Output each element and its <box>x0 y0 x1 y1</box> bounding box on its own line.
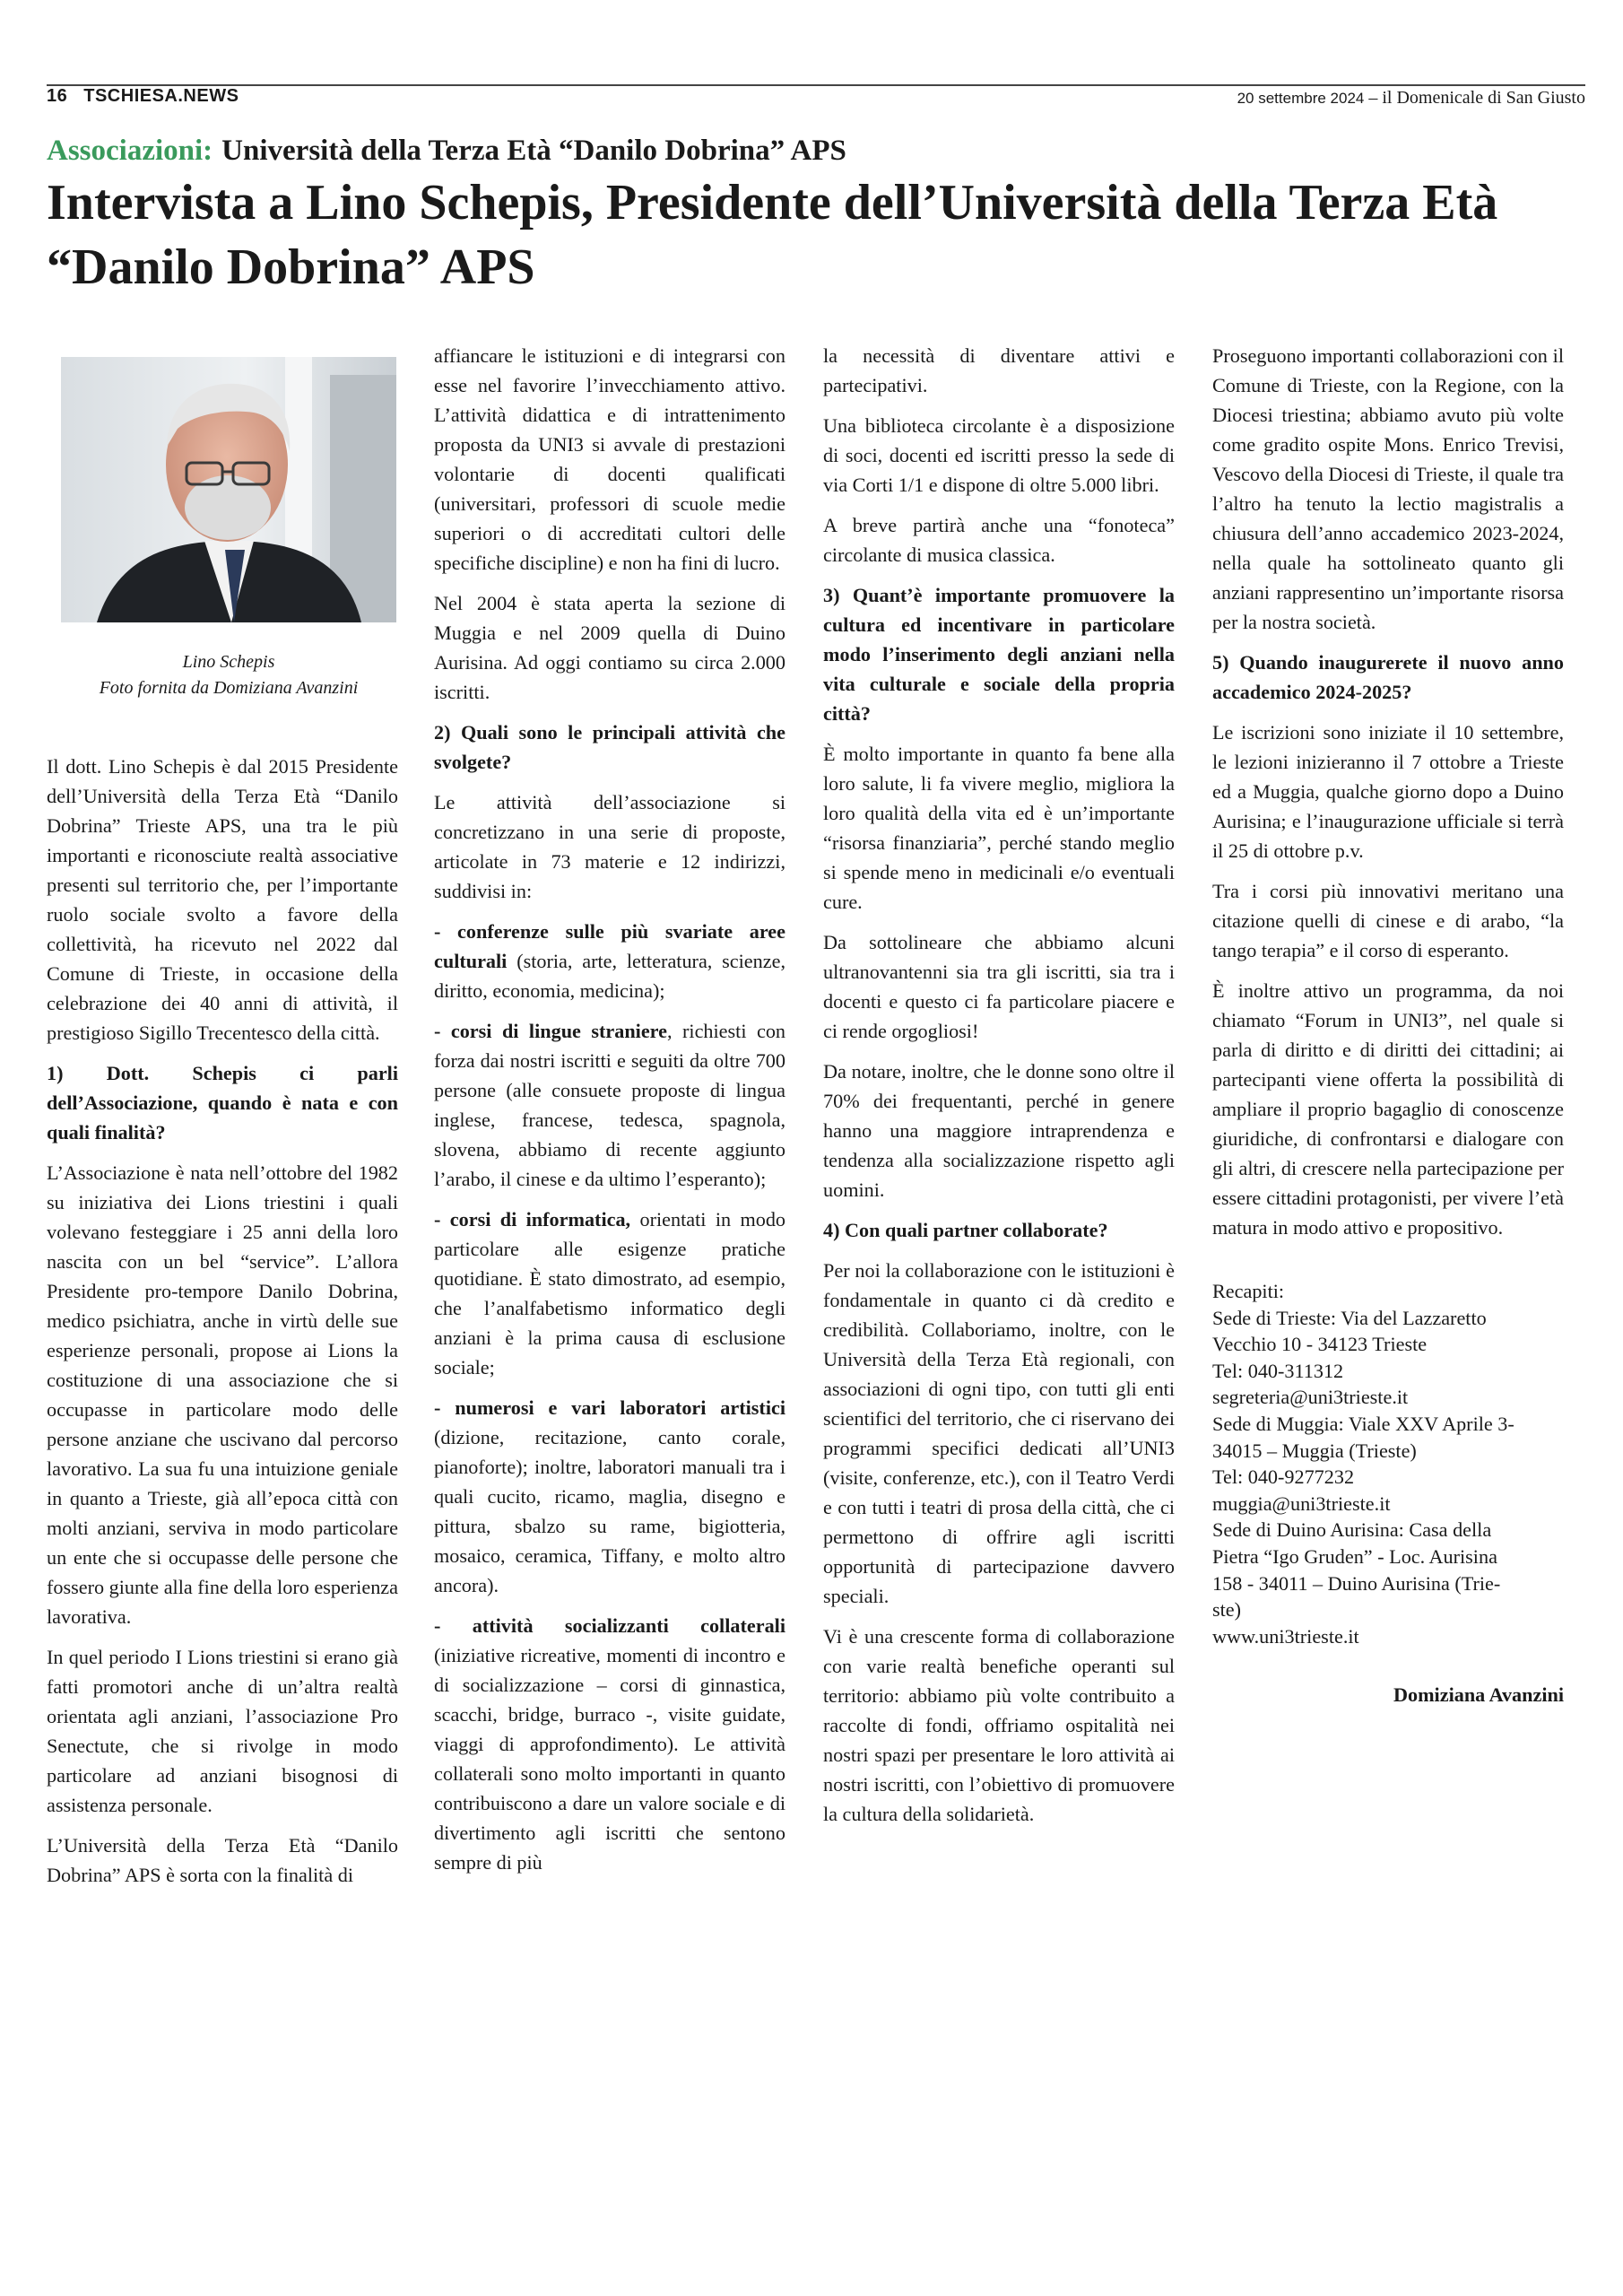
answer-2-paragraph: Una biblioteca circolante è a disposizione di soci, docenti ed iscritti presso la sede di via Corti 1/1 e dispone di oltre 5.000 libri. <box>823 414 1175 496</box>
answer-1-paragraph: In quel periodo I Lions triestini si erano già fatti promotori anche di un’altra realtà orientata agli anziani, l’associazione Pro Senectute, che si rivolge in modo particolare ad anziani bisognosi di assistenza personale. <box>47 1646 398 1816</box>
site-name: TSCHIESA.NEWS <box>83 86 239 106</box>
caption-name: Lino Schepis <box>182 652 275 672</box>
contact-heading: Recapiti: <box>1212 1280 1285 1302</box>
answer-4-paragraph: Vi è una crescente forma di collaborazione con varie realtà benefiche operanti sul territorio: abbiamo più volte contribuito a raccolte di fondi, offriamo ospitalità nei nostri spazi per presentare le loro attività ai nostri iscritti, con l’obiettivo di promuovere la cultura della solidarietà. <box>823 1625 1175 1825</box>
portrait-image <box>61 357 396 622</box>
column-1 <box>47 752 398 1900</box>
activity-item <box>434 1611 785 1877</box>
activity-text: (iniziative ricreative, momenti di incontro e di socializzazione – corsi di ginnastica, scacchi, bridge, burraco -, visite guidate, viaggi di approfondimento). Le attività collaterali sono molto importanti in quanto contribuiscono a dare un valore sociale e di divertimento agli iscritti che sentono sempre di più <box>434 1644 785 1874</box>
answer-3-paragraph: Da sottolineare che abbiamo alcuni ultranovantenni sia tra gli iscritti, sia tra i docenti e questo ci fa particolare piacere e ci rende orgogliosi! <box>823 931 1175 1042</box>
question-1: 1) Dott. Schepis ci parli dell’Associazione, quando è nata e con quali finalità? <box>47 1062 398 1144</box>
author-signature: Domiziana Avanzini <box>1393 1683 1564 1707</box>
portrait-photo <box>61 357 396 622</box>
question-5: 5) Quando inaugurerete il nuovo anno accademico 2024-2025? <box>1212 651 1564 703</box>
column-4 <box>1212 341 1564 1709</box>
kicker <box>47 135 846 168</box>
folio-right <box>1237 88 1585 109</box>
activity-title: - corsi di lingue straniere <box>434 1020 667 1042</box>
activity-title: - numerosi e vari laboratori artistici <box>434 1396 785 1419</box>
answer-4-paragraph: Proseguono importanti collaborazioni con il Comune di Trieste, con la Regione, con la Diocesi triestina; abbiamo avuto più volte come gradito ospite Mons. Enrico Trevisi, Vescovo della Diocesi di Trieste, il quale tra l’altro ha tenuto la lectio magistralis a chiusura dell’anno accademico 2023-2024, nella quale ha sottolineato quanto gli anziani rappresentino un’importante risorsa per la nostra società. <box>1212 344 1564 633</box>
question-2: 2) Quali sono le principali attività che svolgete? <box>434 721 785 773</box>
issue-date: 20 settembre 2024 <box>1237 90 1365 107</box>
activity-title: - conferenze sulle più svariate aree culturali <box>434 920 785 972</box>
header-rule <box>47 84 1585 86</box>
contact-line: Sede di Duino Aurisina: Casa della <box>1212 1518 1492 1542</box>
activity-text: (storia, arte, letteratura, scienze, diritto, economia, medicina); <box>434 950 785 1002</box>
intro-paragraph: Il dott. Lino Schepis è dal 2015 Presidente dell’Università della Terza Età “Danilo Dobrina” Trieste APS, una tra le più importanti e riconosciute realtà associative presenti sul territorio che, per l’importante ruolo sociale svolto a favore della collettività, ha ricevuto nel 2022 dal Comune di Trieste, in occasione della celebrazione dei 40 anni di attività, il prestigioso Sigillo Trecentesco della città. <box>47 755 398 1044</box>
contact-line: 34015 – Muggia (Trieste) <box>1212 1439 1417 1462</box>
contact-phone: Tel: 040-311312 <box>1212 1359 1344 1382</box>
answer-1-paragraph: L’Università della Terza Età “Danilo Dobrina” APS è sorta con la finalità di <box>47 1834 398 1886</box>
article-title: Intervista a Lino Schepis, Presidente dell’Università della Terza Età “Danilo Dobrina” APS <box>47 175 1498 295</box>
contact-line: Sede di Trieste: Via del Lazzaretto <box>1212 1306 1487 1329</box>
activity-text: (dizione, recitazione, canto corale, pianoforte); inoltre, laboratori manuali tra i quali cucito, ricamo, maglia, disegno e pittura, sbalzo su rame, bigiotteria, mosaico, ceramica, Tiffany, e molto altro ancora). <box>434 1426 785 1596</box>
folio-left <box>47 86 255 107</box>
contact-info <box>1212 1278 1564 1649</box>
question-4: 4) Con quali partner collaborate? <box>823 1219 1108 1241</box>
contact-line: ste) <box>1212 1598 1242 1622</box>
photo-caption <box>54 649 404 701</box>
answer-2-paragraph: Le attività dell’associazione si concretizzano in una serie di proposte, articolate in 73 materie e 12 indirizzi, suddivisi in: <box>434 791 785 902</box>
activity-item <box>434 1393 785 1600</box>
contact-line: Vecchio 10 - 34123 Trieste <box>1212 1333 1428 1356</box>
section-label: Associazioni: <box>47 135 213 167</box>
activity-item <box>434 1205 785 1382</box>
answer-1-paragraph: affiancare le istituzioni e di integrarsi con esse nel favorire l’invecchiamento attivo. L’attività didattica e di intrattenimento proposta da UNI3 si avvale di prestazioni volontarie di docenti qualificati (universitari, professori di scuole medie superiori o di accreditati cultori delle specifiche discipline) e non ha fini di lucro. <box>434 344 785 574</box>
activity-title: - corsi di informatica, <box>434 1208 631 1231</box>
answer-2-paragraph: A breve partirà anche una “fonoteca” circolante di musica classica. <box>823 514 1175 566</box>
activity-text: orientati in modo particolare alle esigenze pratiche quotidiane. È stato dimostrato, ad esempio, che l’analfabetismo informatico degli anziani è la prima causa di esclusione sociale; <box>434 1208 786 1378</box>
folio-separator: – <box>1364 88 1383 108</box>
answer-3-paragraph: Da notare, inoltre, che le donne sono oltre il 70% dei frequentanti, perché in genere hanno una maggiore intraprendenza e tendenza alla socializzazione rispetto agli uomini. <box>823 1060 1175 1201</box>
answer-2-paragraph: la necessità di diventare attivi e partecipativi. <box>823 344 1175 396</box>
contact-email: muggia@uni3trieste.it <box>1212 1492 1391 1515</box>
activity-item <box>434 917 785 1005</box>
answer-3-paragraph: È molto importante in quanto fa bene alla loro salute, li fa vivere meglio, migliora la loro qualità della vita ed è un’importante “risorsa finanziaria”, perché stando meglio si spende meno in medicinali e/o eventuali cure. <box>823 743 1175 913</box>
answer-1-paragraph: Nel 2004 è stata aperta la sezione di Muggia e nel 2009 quella di Duino Aurisina. Ad oggi contiamo su circa 2.000 iscritti. <box>434 592 785 703</box>
contact-website: www.uni3trieste.it <box>1212 1624 1359 1648</box>
answer-5-paragraph: Tra i corsi più innovativi meritano una citazione quelli di cinese e di arabo, “la tango terapia” e il corso di esperanto. <box>1212 880 1564 961</box>
contact-phone: Tel: 040-9277232 <box>1212 1465 1355 1489</box>
answer-1-paragraph: L’Associazione è nata nell’ottobre del 1982 su iniziativa dei Lions triestini i quali volevano festeggiare i 25 anni della loro nascita con un bel “service”. L’allora Presidente pro-tempore Danilo Dobrina, medico psichiatra, anche in virtù delle sue esperienze personali, propose ai Lions la costituzione di una associazione che si occupasse in particolare modo delle persone anziane che uscivano dal percorso lavorativo. La sua fu una intuizione geniale in quanto a Trieste, già all’epoca città con molti anziani, serviva in modo particolare un ente che si occupasse delle persone che fossero giunte alla fine della loro esperienza lavorativa. <box>47 1161 398 1628</box>
answer-5-paragraph: Le iscrizioni sono iniziate il 10 settembre, le lezioni inizieranno il 7 ottobre a Trieste ed a Muggia, qualche giorno dopo a Duino Aurisina; e l’inaugurazione ufficiale si terrà il 25 di ottobre p.v. <box>1212 721 1564 862</box>
answer-4-paragraph: Per noi la collaborazione con le istituzioni è fondamentale in quanto ci dà credito e credibilità. Collaboriamo, inoltre, con le Università della Terza Età regionali, con associazioni di ogni tipo, con tutti gli enti scientifici del territorio, che ci riservano dei programmi specifici dedicati all’UNI3 (visite, conferenze, etc.), con il Teatro Verdi e con tutti i teatri di prosa della città, che ci permettono di offrire agli iscritti opportunità di partecipazione davvero speciali. <box>823 1259 1175 1607</box>
contact-line: Pietra “Igo Gruden” - Loc. Aurisina <box>1212 1544 1497 1568</box>
contact-line: 158 - 34011 – Duino Aurisina (Trie- <box>1212 1571 1501 1595</box>
publication-name: il Domenicale di San Giusto <box>1382 88 1585 108</box>
activity-item <box>434 1016 785 1194</box>
activity-title: - attività socializzanti collaterali <box>434 1614 785 1637</box>
question-3: 3) Quant’è importante promuovere la cultura ed incentivare in particolare modo l’inserimento degli anziani nella vita culturale e sociale della propria città? <box>823 584 1175 725</box>
page-number: 16 <box>47 86 68 106</box>
activity-text: , richiesti con forza dai nostri iscritti e seguiti da oltre 700 persone (alle consuete proposte di lingua inglese, francese, tedesca, spagnola, slovena, abbiamo di recente aggiunto l’arabo, il cinese e da ultimo l’esperanto); <box>434 1020 786 1190</box>
answer-5-paragraph: È inoltre attivo un programma, da noi chiamato “Forum in UNI3”, nel quale si parla di diritto e di diritti dei cittadini; ai partecipanti viene offerta la possibilità di ampliare il proprio bagaglio di conoscenze giuridiche, di confrontarsi e dialogare con gli altri, di crescere nella partecipazione per essere cittadini protagonisti, per vivere l’età matura in modo attivo e propositivo. <box>1212 979 1564 1239</box>
caption-credit: Foto fornita da Domiziana Avanzini <box>99 678 359 698</box>
contact-email: segreteria@uni3trieste.it <box>1212 1386 1409 1409</box>
column-3 <box>823 341 1175 1839</box>
contact-line: Sede di Muggia: Viale XXV Aprile 3- <box>1212 1412 1515 1435</box>
column-2 <box>434 341 785 1888</box>
kicker-text: Università della Terza Età “Danilo Dobrina” APS <box>221 135 846 167</box>
